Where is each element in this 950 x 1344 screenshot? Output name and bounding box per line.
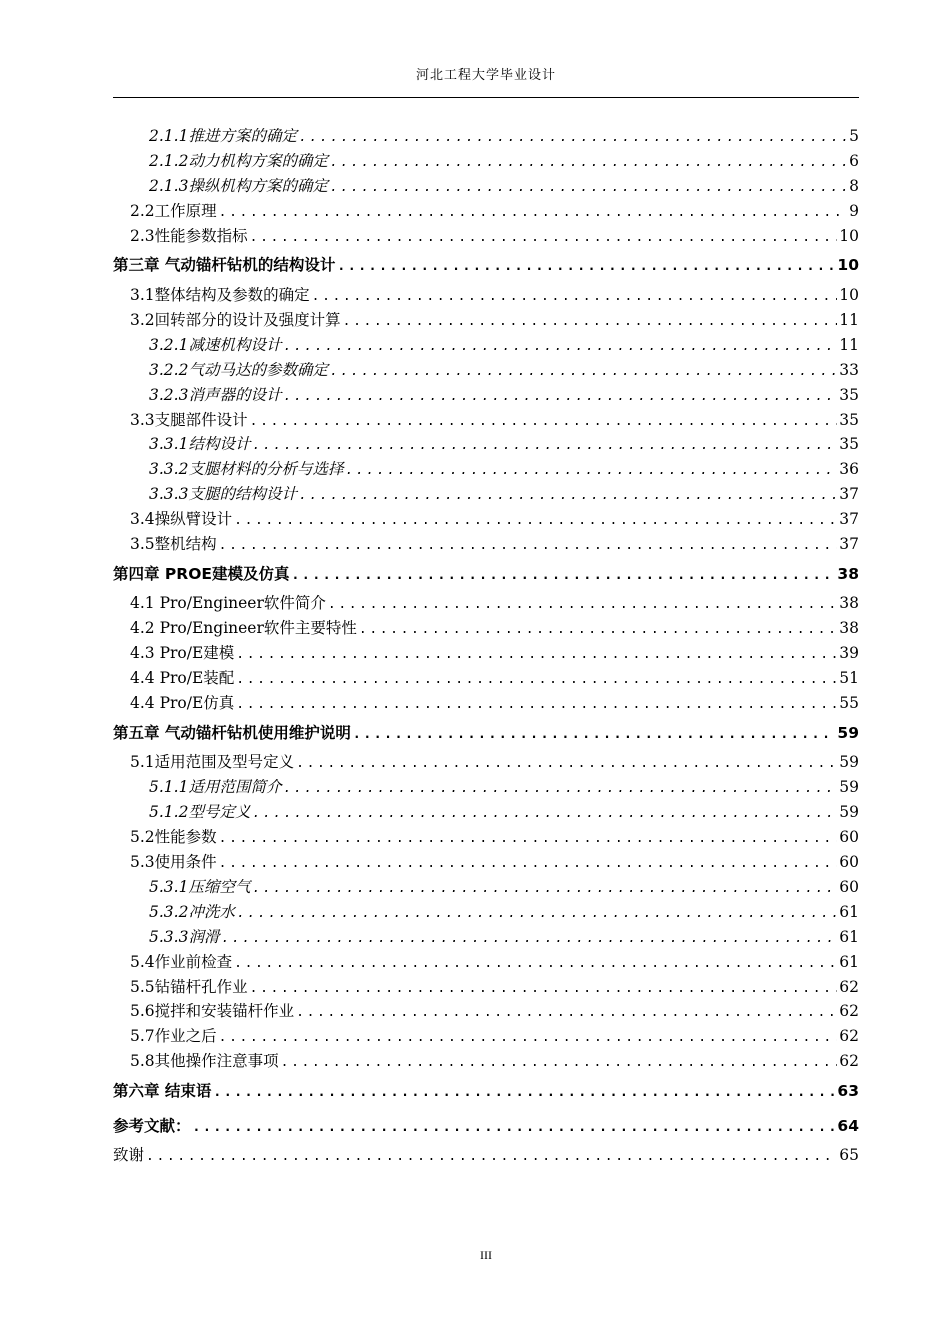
toc-entry[interactable] xyxy=(113,975,859,1000)
toc-entry[interactable] xyxy=(113,750,859,775)
toc-entry-page: 62 xyxy=(839,1052,859,1071)
toc-dot-leader xyxy=(234,509,837,532)
toc-entry-title: 5.4作业前检查 xyxy=(130,952,233,971)
toc-entry-page: 60 xyxy=(839,877,859,896)
toc-entry-title: 5.2性能参数 xyxy=(130,828,217,847)
toc-dot-leader xyxy=(250,977,838,1000)
toc-entry[interactable] xyxy=(113,616,859,641)
toc-dot-leader xyxy=(283,335,837,358)
toc-dot-leader xyxy=(219,534,838,557)
toc-entry[interactable] xyxy=(113,383,859,408)
toc-entry-title: 第三章 气动锚杆钻机的结构设计 xyxy=(113,256,336,275)
toc-entry-title: 3.2回转部分的设计及强度计算 xyxy=(130,310,341,329)
toc-entry-title: 3.2.3消声器的设计 xyxy=(149,385,282,404)
toc-entry[interactable] xyxy=(113,800,859,825)
toc-dot-leader xyxy=(219,827,838,850)
toc-chapter-entry[interactable] xyxy=(113,1109,859,1144)
toc-entry-title: 4.1 Pro/Engineer软件简介 xyxy=(130,594,326,613)
toc-dot-leader xyxy=(359,618,837,641)
toc-entry[interactable] xyxy=(113,950,859,975)
toc-entry-page: 38 xyxy=(837,564,859,583)
toc-entry[interactable] xyxy=(113,224,859,249)
toc-dot-leader xyxy=(250,410,838,433)
toc-entry-page: 33 xyxy=(839,360,859,379)
toc-entry-title: 第四章 PROE建模及仿真 xyxy=(113,564,290,583)
toc-entry[interactable] xyxy=(113,900,859,925)
toc-entry[interactable] xyxy=(113,925,859,950)
toc-entry-title: 5.1适用范围及型号定义 xyxy=(130,753,295,772)
toc-entry[interactable] xyxy=(113,408,859,433)
toc-entry-title: 4.4 Pro/E仿真 xyxy=(130,694,235,712)
toc-dot-leader xyxy=(236,643,837,666)
toc-entry-title: 5.8其他操作注意事项 xyxy=(130,1052,279,1071)
toc-entry-page: 35 xyxy=(839,435,859,454)
toc-dot-leader xyxy=(252,802,837,825)
toc-entry-title: 2.1.2动力机构方案的确定 xyxy=(149,151,328,170)
toc-entry-page: 38 xyxy=(839,594,859,613)
toc-dot-leader xyxy=(219,1026,838,1049)
toc-dot-leader xyxy=(250,226,838,249)
toc-entry[interactable] xyxy=(113,591,859,616)
toc-entry-page: 9 xyxy=(849,201,859,220)
toc-dot-leader xyxy=(219,201,847,224)
toc-entry-page: 62 xyxy=(839,1027,859,1046)
toc-entry[interactable] xyxy=(113,666,859,691)
toc-entry-page: 65 xyxy=(839,1146,859,1165)
toc-dot-leader xyxy=(221,927,837,950)
toc-entry-title: 5.1.2型号定义 xyxy=(149,803,251,822)
toc-entry-page: 59 xyxy=(839,803,859,822)
toc-entry-title: 5.3.2冲洗水 xyxy=(149,902,235,921)
toc-entry-page: 60 xyxy=(839,828,859,847)
toc-entry[interactable] xyxy=(113,507,859,532)
toc-entry[interactable] xyxy=(113,532,859,557)
toc-entry[interactable] xyxy=(113,691,859,716)
page-header: 河北工程大学毕业设计 xyxy=(415,68,556,83)
toc-dot-leader xyxy=(330,360,837,383)
toc-dot-leader xyxy=(252,434,837,457)
toc-entry-page: 51 xyxy=(839,669,859,688)
toc-entry-page: 63 xyxy=(837,1082,859,1101)
toc-entry-page: 10 xyxy=(839,286,859,305)
toc-entry-title: 3.5整机结构 xyxy=(130,534,217,553)
toc-entry-title: 3.3.2支腿材料的分析与选择 xyxy=(149,460,344,479)
toc-dot-leader xyxy=(283,777,837,800)
toc-entry[interactable] xyxy=(113,1143,859,1168)
toc-entry-page: 61 xyxy=(839,952,859,971)
toc-dot-leader xyxy=(193,1111,836,1144)
toc-dot-leader xyxy=(343,310,838,333)
toc-entry-page: 37 xyxy=(839,485,859,504)
header-rule xyxy=(113,97,859,98)
toc-entry-title: 3.3.3支腿的结构设计 xyxy=(149,485,297,504)
toc-entry-page: 5 xyxy=(849,127,859,145)
toc-entry-page: 39 xyxy=(839,644,859,663)
toc-entry-page: 61 xyxy=(839,902,859,921)
toc-entry[interactable] xyxy=(113,149,859,174)
toc-dot-leader xyxy=(236,668,837,691)
toc-entry-title: 2.1.1推进方案的确定 xyxy=(149,127,297,145)
toc-entry-page: 6 xyxy=(849,151,859,170)
toc-entry-page: 35 xyxy=(839,385,859,404)
toc-entry-title: 2.2工作原理 xyxy=(130,201,217,220)
toc-entry-page: 60 xyxy=(839,853,859,872)
toc-entry[interactable] xyxy=(113,199,859,224)
toc-dot-leader xyxy=(345,459,837,482)
toc-entry[interactable] xyxy=(113,432,859,457)
toc-entry-page: 10 xyxy=(837,256,859,275)
toc-entry[interactable] xyxy=(113,283,859,308)
toc-entry[interactable] xyxy=(113,1049,859,1074)
toc-dot-leader xyxy=(296,1001,837,1024)
toc-dot-leader xyxy=(281,1051,838,1074)
toc-entry[interactable] xyxy=(113,875,859,900)
toc-dot-leader xyxy=(213,1076,835,1109)
toc-entry-page: 38 xyxy=(839,619,859,638)
toc-entry[interactable] xyxy=(113,308,859,333)
toc-entry-title: 5.6搅拌和安装锚杆作业 xyxy=(130,1002,295,1021)
toc-dot-leader xyxy=(353,718,836,751)
toc-dot-leader xyxy=(283,385,837,408)
toc-dot-leader xyxy=(252,877,837,900)
toc-dot-leader xyxy=(330,151,847,174)
toc-dot-leader xyxy=(299,126,847,149)
toc-dot-leader xyxy=(299,484,837,507)
toc-entry-page: 35 xyxy=(839,410,859,429)
toc-dot-leader xyxy=(237,902,837,925)
toc-entry[interactable] xyxy=(113,124,859,149)
toc-entry-title: 5.7作业之后 xyxy=(130,1027,217,1046)
toc-entry-title: 3.3支腿部件设计 xyxy=(130,410,248,429)
toc-entry-title: 3.4操纵臂设计 xyxy=(130,510,233,529)
toc-entry-page: 59 xyxy=(839,778,859,797)
toc-entry-title: 3.1整体结构及参数的确定 xyxy=(130,286,310,305)
toc-entry[interactable] xyxy=(113,482,859,507)
toc-entry-page: 59 xyxy=(839,753,859,772)
toc-dot-leader xyxy=(312,285,838,308)
toc-dot-leader xyxy=(146,1145,837,1168)
toc-entry-title: 5.5钻锚杆孔作业 xyxy=(130,977,248,996)
toc-entry[interactable] xyxy=(113,999,859,1024)
toc-entry-title: 2.1.3操纵机构方案的确定 xyxy=(149,176,328,195)
toc-dot-leader xyxy=(291,559,835,592)
toc-entry-page: 11 xyxy=(839,335,859,354)
toc-dot-leader xyxy=(296,752,837,775)
toc-entry-page: 59 xyxy=(837,723,859,742)
toc-entry-page: 37 xyxy=(839,534,859,553)
toc-entry-page: 62 xyxy=(839,977,859,996)
toc-entry-title: 4.3 Pro/E建模 xyxy=(130,644,235,663)
toc-entry-title: 参考文献： xyxy=(113,1116,191,1135)
toc-dot-leader xyxy=(219,852,838,875)
toc-entry[interactable] xyxy=(113,457,859,482)
toc-entry[interactable] xyxy=(113,333,859,358)
toc-entry-page: 8 xyxy=(849,176,859,195)
toc-entry-page: 55 xyxy=(839,694,859,712)
toc-chapter-entry[interactable] xyxy=(113,248,859,283)
toc-entry-title: 5.3.3润滑 xyxy=(149,927,220,946)
toc-entry-page: 10 xyxy=(839,226,859,245)
toc-dot-leader xyxy=(330,176,847,199)
toc-entry-page: 61 xyxy=(839,927,859,946)
toc-dot-leader xyxy=(337,250,835,283)
toc-entry[interactable] xyxy=(113,775,859,800)
toc-entry[interactable] xyxy=(113,825,859,850)
page-number: III xyxy=(480,1248,492,1262)
toc-dot-leader xyxy=(236,693,837,716)
toc-entry-page: 37 xyxy=(839,510,859,529)
toc-entry[interactable] xyxy=(113,174,859,199)
toc-entry-title: 5.3使用条件 xyxy=(130,853,217,872)
toc-entry-title: 第六章 结束语 xyxy=(113,1082,212,1101)
toc-dot-leader xyxy=(328,593,837,616)
toc-entry[interactable] xyxy=(113,850,859,875)
toc-entry-title: 3.3.1结构设计 xyxy=(149,435,251,454)
toc-entry-title: 3.2.2气动马达的参数确定 xyxy=(149,360,328,379)
toc-entry-page: 36 xyxy=(839,460,859,479)
toc-chapter-entry[interactable] xyxy=(113,557,859,592)
toc-entry-title: 致谢 xyxy=(113,1146,145,1165)
toc-entry[interactable] xyxy=(113,1024,859,1049)
toc-entry-title: 5.3.1压缩空气 xyxy=(149,877,251,896)
toc-entry[interactable] xyxy=(113,358,859,383)
toc-entry[interactable] xyxy=(113,641,859,666)
toc-dot-leader xyxy=(234,952,837,975)
toc-entry-title: 2.3性能参数指标 xyxy=(130,226,248,245)
toc-entry-title: 5.1.1适用范围简介 xyxy=(149,778,282,797)
toc-entry-page: 64 xyxy=(837,1116,859,1135)
toc-entry-title: 第五章 气动锚杆钻机使用维护说明 xyxy=(113,723,351,742)
toc-entry-title: 3.2.1减速机构设计 xyxy=(149,335,282,354)
toc-entry-title: 4.4 Pro/E装配 xyxy=(130,669,235,688)
table-of-contents xyxy=(113,124,859,1168)
toc-entry-page: 62 xyxy=(839,1002,859,1021)
toc-entry-title: 4.2 Pro/Engineer软件主要特性 xyxy=(130,619,357,638)
toc-entry-page: 11 xyxy=(839,310,859,329)
toc-chapter-entry[interactable] xyxy=(113,1074,859,1109)
toc-chapter-entry[interactable] xyxy=(113,716,859,751)
